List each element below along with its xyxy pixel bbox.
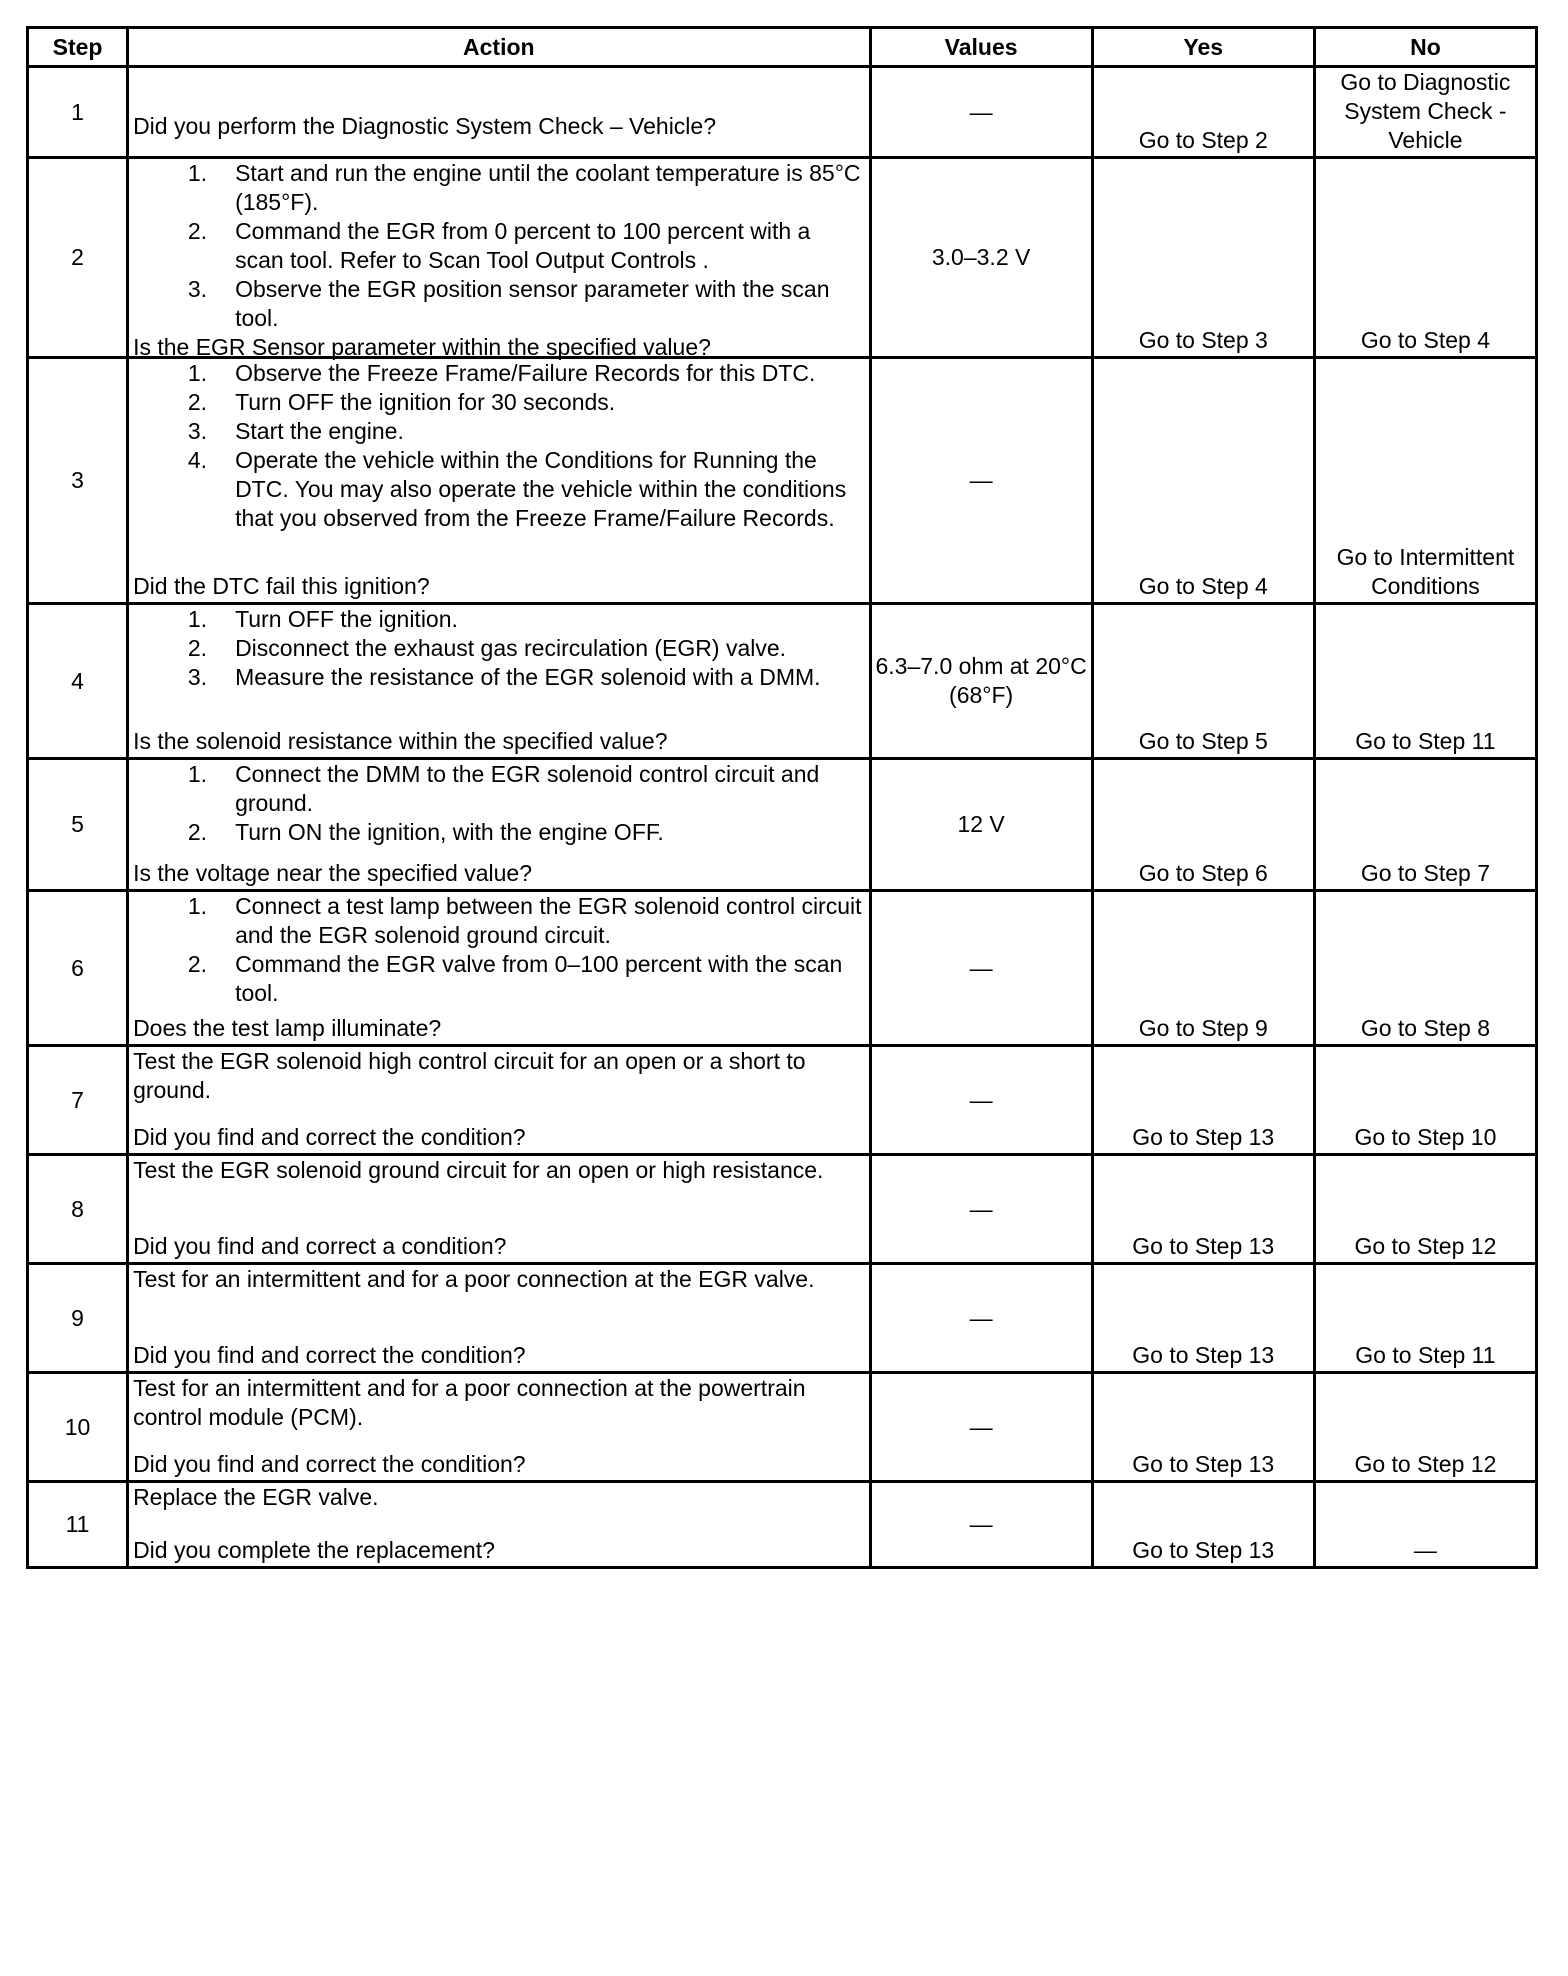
procedure-item-number: 1. [187,761,208,787]
action-intro: Test the EGR solenoid high control circuit for an open or a short to ground. [133,1048,806,1103]
action-intro: Test for an intermittent and for a poor connection at the powertrain control module (PCM). [133,1375,806,1430]
action-question: Is the voltage near the specified value? [133,860,532,886]
value-cell: — [870,1155,1092,1264]
procedure-item-text: Connect the DMM to the EGR solenoid control circuit and ground. [235,761,820,816]
table-row [28,1373,1537,1482]
yes-cell: Go to Step 3 [1092,158,1314,358]
procedure-item [133,217,864,275]
procedure-item-number: 3. [187,276,208,302]
procedure-item-text: Turn OFF the ignition. [235,606,458,632]
step-cell: 11 [28,1482,128,1568]
procedure-item [133,634,864,663]
header-yes: Yes [1092,28,1314,67]
action-intro: Test for an intermittent and for a poor connection at the EGR valve. [133,1266,815,1292]
header-step: Step [28,28,128,67]
action-cell [128,891,870,1046]
yes-cell: Go to Step 4 [1092,358,1314,604]
step-cell: 10 [28,1373,128,1482]
procedure-item-number: 3. [187,664,208,690]
step-cell: 8 [28,1155,128,1264]
procedure-item [133,417,864,446]
step-cell: 4 [28,604,128,759]
step-cell: 7 [28,1046,128,1155]
procedure-item [133,388,864,417]
procedure-item-number: 1. [187,893,208,919]
action-cell [128,1264,870,1373]
action-question: Is the solenoid resistance within the specified value? [133,728,668,754]
table-row [28,1155,1537,1264]
action-cell [128,1046,870,1155]
procedure-list [133,760,864,847]
value-cell: — [870,1264,1092,1373]
no-cell: Go to Step 10 [1314,1046,1536,1155]
action-cell [128,759,870,891]
action-question: Is the EGR Sensor parameter within the specified value? [133,334,711,360]
table-row [28,891,1537,1046]
table-row [28,358,1537,604]
procedure-item [133,760,864,818]
table-body [28,67,1537,1568]
yes-cell: Go to Step 2 [1092,67,1314,158]
procedure-item-text: Command the EGR from 0 percent to 100 percent with a scan tool. Refer to Scan Tool Output Controls . [235,218,811,273]
procedure-item-text: Start the engine. [235,418,404,444]
table-row [28,1482,1537,1568]
procedure-item-text: Measure the resistance of the EGR solenoid with a DMM. [235,664,821,690]
yes-cell: Go to Step 13 [1092,1155,1314,1264]
action-intro: Replace the EGR valve. [133,1484,379,1510]
procedure-list [133,359,864,533]
procedure-item [133,605,864,634]
step-cell: 5 [28,759,128,891]
procedure-item-text: Observe the EGR position sensor parameter with the scan tool. [235,276,830,331]
no-cell: — [1314,1482,1536,1568]
action-question: Did you find and correct the condition? [133,1451,526,1477]
action-cell [128,67,870,158]
procedure-item-number: 2. [187,951,208,977]
procedure-item-text: Connect a test lamp between the EGR solenoid control circuit and the EGR solenoid ground circuit. [235,893,862,948]
procedure-item-text: Turn OFF the ignition for 30 seconds. [235,389,616,415]
procedure-item [133,663,864,692]
value-cell: — [870,1046,1092,1155]
procedure-item [133,446,864,533]
procedure-item-number: 1. [187,160,208,186]
header-values: Values [870,28,1092,67]
action-cell [128,1373,870,1482]
no-cell: Go to Step 7 [1314,759,1536,891]
step-cell: 1 [28,67,128,158]
procedure-item-text: Operate the vehicle within the Conditions for Running the DTC. You may also operate the vehicle within the conditions that you observed from the Freeze Frame/Failure Records. [235,447,847,531]
procedure-item-text: Observe the Freeze Frame/Failure Records for this DTC. [235,360,816,386]
procedure-item-text: Start and run the engine until the coolant temperature is 85°C (185°F). [235,160,861,215]
action-cell [128,358,870,604]
action-question: Did you find and correct the condition? [133,1342,526,1368]
value-cell: — [870,1482,1092,1568]
value-cell: 6.3–7.0 ohm at 20°C (68°F) [870,604,1092,759]
header-action: Action [128,28,870,67]
value-cell: 3.0–3.2 V [870,158,1092,358]
diagnostic-table [26,26,1538,1569]
procedure-item-number: 2. [187,635,208,661]
procedure-item-text: Disconnect the exhaust gas recirculation (EGR) valve. [235,635,787,661]
action-question: Does the test lamp illuminate? [133,1015,442,1041]
value-cell: — [870,891,1092,1046]
procedure-item-text: Command the EGR valve from 0–100 percent with the scan tool. [235,951,843,1006]
yes-cell: Go to Step 13 [1092,1046,1314,1155]
no-cell: Go to Diagnostic System Check - Vehicle [1314,67,1536,158]
action-cell [128,1482,870,1568]
action-question: Did you find and correct a condition? [133,1233,507,1259]
procedure-item-text: Turn ON the ignition, with the engine OFF. [235,819,664,845]
procedure-item [133,275,864,333]
action-intro: Test the EGR solenoid ground circuit for an open or high resistance. [133,1157,824,1183]
procedure-list [133,892,864,1008]
action-question: Did you find and correct the condition? [133,1124,526,1150]
no-cell: Go to Step 12 [1314,1373,1536,1482]
procedure-item-number: 1. [187,606,208,632]
procedure-list [133,159,864,333]
procedure-item-number: 1. [187,360,208,386]
procedure-item-number: 2. [187,389,208,415]
table-row [28,67,1537,158]
procedure-item-number: 2. [187,218,208,244]
action-question: Did you perform the Diagnostic System Check – Vehicle? [133,113,717,139]
procedure-item [133,359,864,388]
procedure-item [133,950,864,1008]
procedure-item-number: 2. [187,819,208,845]
value-cell: 12 V [870,759,1092,891]
value-cell: — [870,358,1092,604]
procedure-list [133,605,864,692]
no-cell: Go to Step 12 [1314,1155,1536,1264]
no-cell: Go to Intermittent Conditions [1314,358,1536,604]
procedure-item [133,892,864,950]
action-cell [128,604,870,759]
action-cell [128,158,870,358]
no-cell: Go to Step 11 [1314,1264,1536,1373]
yes-cell: Go to Step 13 [1092,1482,1314,1568]
header-no: No [1314,28,1536,67]
value-cell: — [870,1373,1092,1482]
step-cell: 2 [28,158,128,358]
no-cell: Go to Step 4 [1314,158,1536,358]
step-cell: 6 [28,891,128,1046]
value-cell: — [870,67,1092,158]
table-row [28,1046,1537,1155]
procedure-item [133,159,864,217]
step-cell: 9 [28,1264,128,1373]
yes-cell: Go to Step 9 [1092,891,1314,1046]
yes-cell: Go to Step 5 [1092,604,1314,759]
step-cell: 3 [28,358,128,604]
procedure-item-number: 3. [187,418,208,444]
table-row [28,604,1537,759]
yes-cell: Go to Step 13 [1092,1373,1314,1482]
table-row [28,759,1537,891]
table-row [28,158,1537,358]
no-cell: Go to Step 11 [1314,604,1536,759]
yes-cell: Go to Step 13 [1092,1264,1314,1373]
procedure-item [133,818,864,847]
action-question: Did the DTC fail this ignition? [133,573,430,599]
action-cell [128,1155,870,1264]
procedure-item-number: 4. [187,447,208,473]
header-row [28,28,1537,67]
action-question: Did you complete the replacement? [133,1537,495,1563]
yes-cell: Go to Step 6 [1092,759,1314,891]
no-cell: Go to Step 8 [1314,891,1536,1046]
table-row [28,1264,1537,1373]
